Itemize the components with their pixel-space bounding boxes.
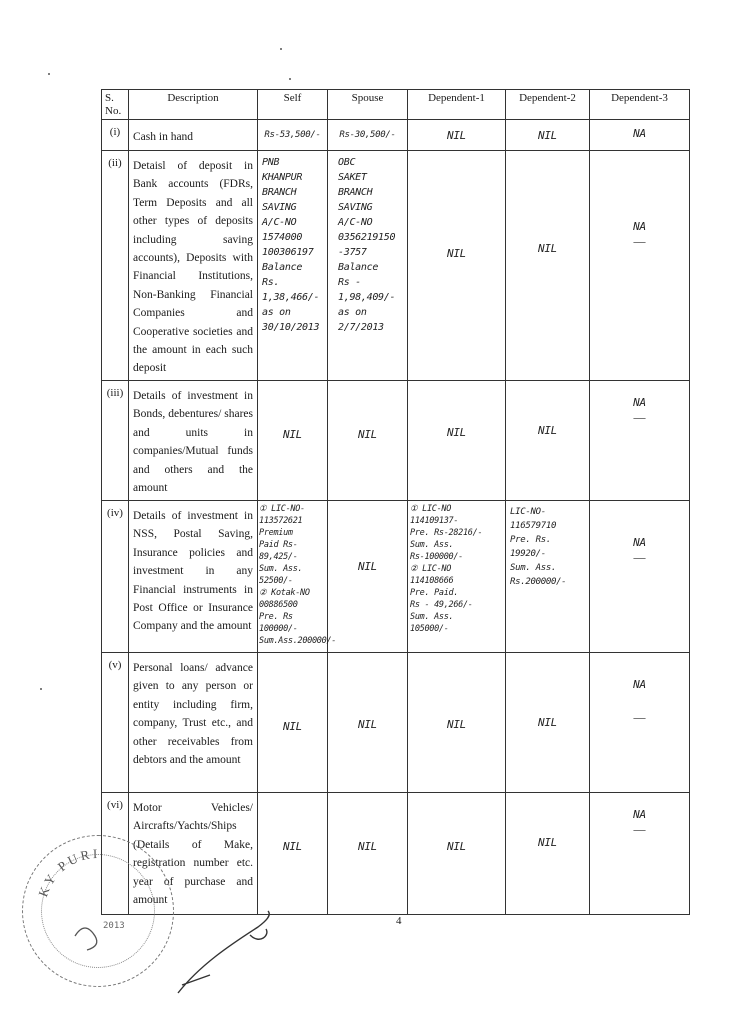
- table-row: [102, 792, 690, 914]
- handwritten-value: Rs-30,500/-: [339, 130, 396, 140]
- cell-dependent-1: [408, 151, 506, 381]
- cell-self: [258, 500, 337, 652]
- cell-dependent-3: [590, 120, 690, 151]
- handwritten-value: NIL: [358, 717, 377, 731]
- assets-table: [101, 89, 690, 915]
- handwritten-value: NIL: [358, 559, 377, 573]
- stamp-text: KY PURI: [35, 845, 101, 899]
- cell-spouse: [328, 500, 408, 652]
- header-description: Description: [129, 90, 258, 120]
- handwritten-value: NIL: [447, 247, 466, 260]
- header-sno: S. No.: [102, 90, 129, 120]
- dash-mark: —: [633, 821, 646, 836]
- header-self: Self: [258, 90, 328, 120]
- cell-spouse: [328, 380, 408, 500]
- cell-self: [258, 792, 328, 914]
- cell-spouse: [328, 120, 408, 151]
- cell-dependent-2: [506, 792, 590, 914]
- handwritten-value: NIL: [283, 839, 302, 853]
- handwritten-value: NIL: [538, 715, 557, 729]
- dash-mark: —: [633, 549, 646, 564]
- row-description: Details of investment in NSS, Postal Saving, Insurance policies and investment in any Financial instruments in Post Office or Insurance Company and the amount: [129, 500, 258, 652]
- header-dependent-3: Dependent-3: [590, 90, 690, 120]
- handwritten-value: NIL: [538, 129, 557, 142]
- scan-speck: [40, 688, 42, 690]
- handwritten-value: NIL: [538, 242, 557, 255]
- handwritten-value: PNB KHANPUR BRANCH SAVING A/C-NO 1574000 100306197 Balance Rs. 1,38,466/- as on 30/10/2013: [262, 157, 320, 333]
- cell-dependent-2: [506, 652, 590, 792]
- handwritten-value: NA: [633, 535, 646, 549]
- stamp-date: 2013: [103, 921, 125, 931]
- cell-dependent-3: [590, 792, 690, 914]
- handwritten-value: NA: [633, 220, 646, 233]
- handwritten-value: NIL: [447, 717, 466, 731]
- handwritten-value: ① LIC-NO 114109137- Pre. Rs-28216/- Sum. Ass. Rs-100000/- ② LIC-NO 114108666 Pre. Paid. Rs - 49,266/- Sum. Ass. 105000/-: [410, 503, 483, 634]
- row-number: (vi): [102, 792, 129, 914]
- scan-speck: [48, 73, 50, 75]
- cell-dependent-2: [506, 500, 590, 652]
- row-number: (iii): [102, 380, 129, 500]
- signature-scribble: [170, 905, 290, 1000]
- official-stamp: [22, 835, 174, 987]
- table-row: [102, 500, 690, 652]
- row-description: Motor Vehicles/ Aircrafts/Yachts/Ships (Details of Make, registration number etc. year of purchase and amount: [129, 792, 258, 914]
- cell-spouse: [328, 151, 408, 381]
- cell-dependent-3: [590, 652, 690, 792]
- row-number: (ii): [102, 151, 129, 381]
- cell-dependent-3: [590, 151, 690, 381]
- handwritten-value: NA: [633, 395, 646, 409]
- cell-self: [258, 120, 328, 151]
- handwritten-value: NA: [633, 127, 646, 140]
- row-number: (v): [102, 652, 129, 792]
- dash-mark: —: [633, 234, 646, 248]
- handwritten-value: NIL: [538, 835, 557, 849]
- handwritten-value: OBC SAKET BRANCH SAVING A/C-NO 0356219150 -3757 Balance Rs - 1,98,409/- as on 2/7/2013: [338, 157, 396, 333]
- cell-dependent-2: [506, 380, 590, 500]
- header-row: [102, 90, 690, 120]
- handwritten-value: NIL: [447, 839, 466, 853]
- cell-spouse: [328, 652, 408, 792]
- row-description: Personal loans/ advance given to any person or entity including firm, company, Trust etc., and other receivables from debtors and the amount: [129, 652, 258, 792]
- handwritten-value: NA: [633, 677, 646, 691]
- handwritten-value: Rs-53,500/-: [264, 130, 321, 140]
- cell-dependent-2: [506, 151, 590, 381]
- handwritten-value: NIL: [538, 423, 557, 437]
- row-description: Details of investment in Bonds, debentures/ shares and units in companies/Mutual funds and others and the amount: [129, 380, 258, 500]
- svg-text:KY PURI: [35, 846, 100, 899]
- cell-dependent-1: [408, 380, 506, 500]
- handwritten-value: NA: [633, 807, 646, 821]
- cell-dependent-1: [408, 792, 506, 914]
- handwritten-value: LIC-NO- 116579710 Pre. Rs. 19920/- Sum. Ass. Rs.200000/-: [510, 506, 567, 587]
- handwritten-value: NIL: [358, 839, 377, 853]
- header-spouse: Spouse: [328, 90, 408, 120]
- page-number: 4: [396, 915, 402, 927]
- cell-dependent-3: [590, 500, 690, 652]
- handwritten-value: NIL: [358, 427, 377, 441]
- handwritten-value: NIL: [283, 719, 302, 733]
- cell-spouse: [328, 792, 408, 914]
- table-row: [102, 652, 690, 792]
- stamp-text-svg: [23, 836, 173, 986]
- scan-speck: [280, 48, 282, 50]
- dash-mark: —: [633, 409, 646, 424]
- cell-dependent-1: [408, 120, 506, 151]
- table-row: [102, 120, 690, 151]
- cell-self: [258, 652, 328, 792]
- row-number: (i): [102, 120, 129, 151]
- handwritten-value: NIL: [447, 129, 466, 142]
- scan-speck: [289, 78, 291, 80]
- cell-dependent-1: [408, 500, 506, 652]
- handwritten-value: NIL: [447, 425, 466, 439]
- cell-dependent-1: [408, 652, 506, 792]
- table-row: [102, 380, 690, 500]
- cell-dependent-3: [590, 380, 690, 500]
- row-description: Cash in hand: [129, 120, 258, 151]
- cell-self: [258, 151, 328, 381]
- dash-mark: —: [633, 709, 646, 724]
- stamp-scribble: [75, 928, 97, 950]
- handwritten-value: ① LIC-NO- 113572621 Premium Paid Rs- 89,425/- Sum. Ass. 52500/- ② Kotak-NO 00886500 Pre. Rs 100000/- Sum.Ass.200000/-: [259, 503, 337, 646]
- row-number: (iv): [102, 500, 129, 652]
- header-dependent-1: Dependent-1: [408, 90, 506, 120]
- row-description: Detaisl of deposit in Bank accounts (FDRs, Term Deposits and all other types of deposits including saving accounts), Deposits with Financial Institutions, Non-Banking Financial Companies and Cooperative societies and the amount in each such deposit: [129, 151, 258, 381]
- handwritten-value: NIL: [283, 427, 302, 441]
- cell-dependent-2: [506, 120, 590, 151]
- header-dependent-2: Dependent-2: [506, 90, 590, 120]
- cell-self: [258, 380, 328, 500]
- table-row: [102, 151, 690, 381]
